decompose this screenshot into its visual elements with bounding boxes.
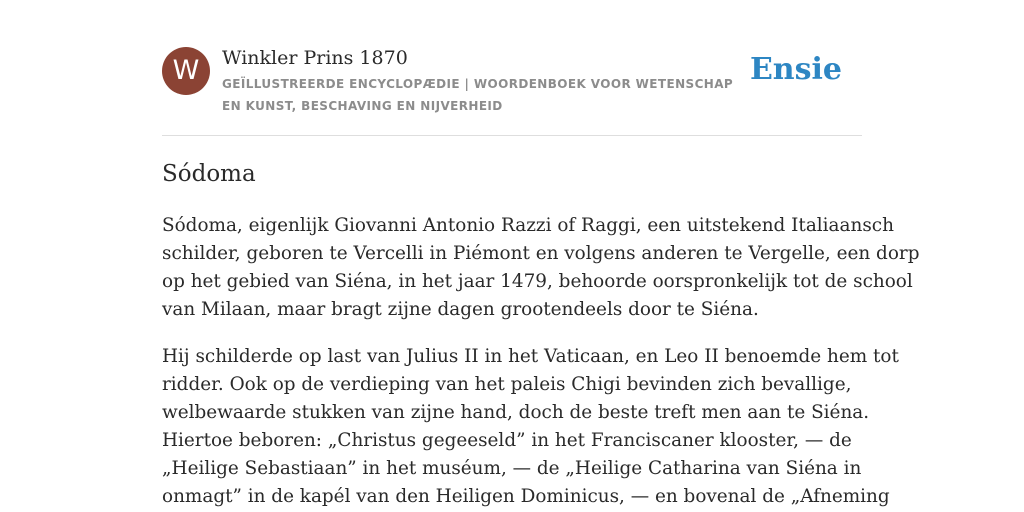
paragraph-line: Sódoma, eigenlijk Giovanni Antonio Razzi of Raggi, een uitstekend Italiaansch (162, 215, 894, 236)
article-body (162, 212, 920, 512)
paragraph-line: onmagt” in de kapél van den Heiligen Dominicus, — en bovenal de „Afneming (162, 486, 890, 507)
paragraph-line: van Milaan, maar bragt zijne dagen grootendeels door te Siéna. (162, 299, 759, 320)
paragraph-line: schilder, geboren te Vercelli in Piémont en volgens anderen te Vergelle, een dorp (162, 243, 920, 264)
ensie-logo-link[interactable]: Ensie (749, 52, 842, 87)
article-paragraph (162, 343, 899, 511)
article-paragraph (162, 212, 920, 324)
site-header (162, 46, 862, 116)
paragraph-line: ridder. Ook op de verdieping van het paleis Chigi bevinden zich bevallige, (162, 374, 852, 395)
paragraph-line: welbewaarde stukken van zijne hand, doch de beste treft men aan te Siéna. (162, 402, 870, 423)
paragraph-line: „Heilige Sebastiaan” in het muséum, — de „Heilige Catharina van Siéna in (162, 458, 862, 479)
paragraph-line: Hij schilderde op last van Julius II in het Vaticaan, en Leo II benoemde hem tot (162, 346, 899, 367)
article-title: Sódoma (162, 161, 256, 187)
paragraph-line: op het gebied van Siéna, in het jaar 1479, behoorde oorspronkelijk tot de school (162, 271, 913, 292)
header-divider (162, 135, 862, 136)
source-avatar[interactable]: W (162, 47, 210, 95)
source-title[interactable]: Winkler Prins 1870 (222, 47, 408, 69)
source-subtitle: GEÏLLUSTREERDE ENCYCLOPÆDIE | WOORDENBOEK VOOR WETENSCHAP EN KUNST, BESCHAVING EN NIJVERHEID (222, 77, 734, 113)
paragraph-line: Hiertoe beboren: „Christus gegeeseld” in het Franciscaner klooster, — de (162, 430, 852, 451)
